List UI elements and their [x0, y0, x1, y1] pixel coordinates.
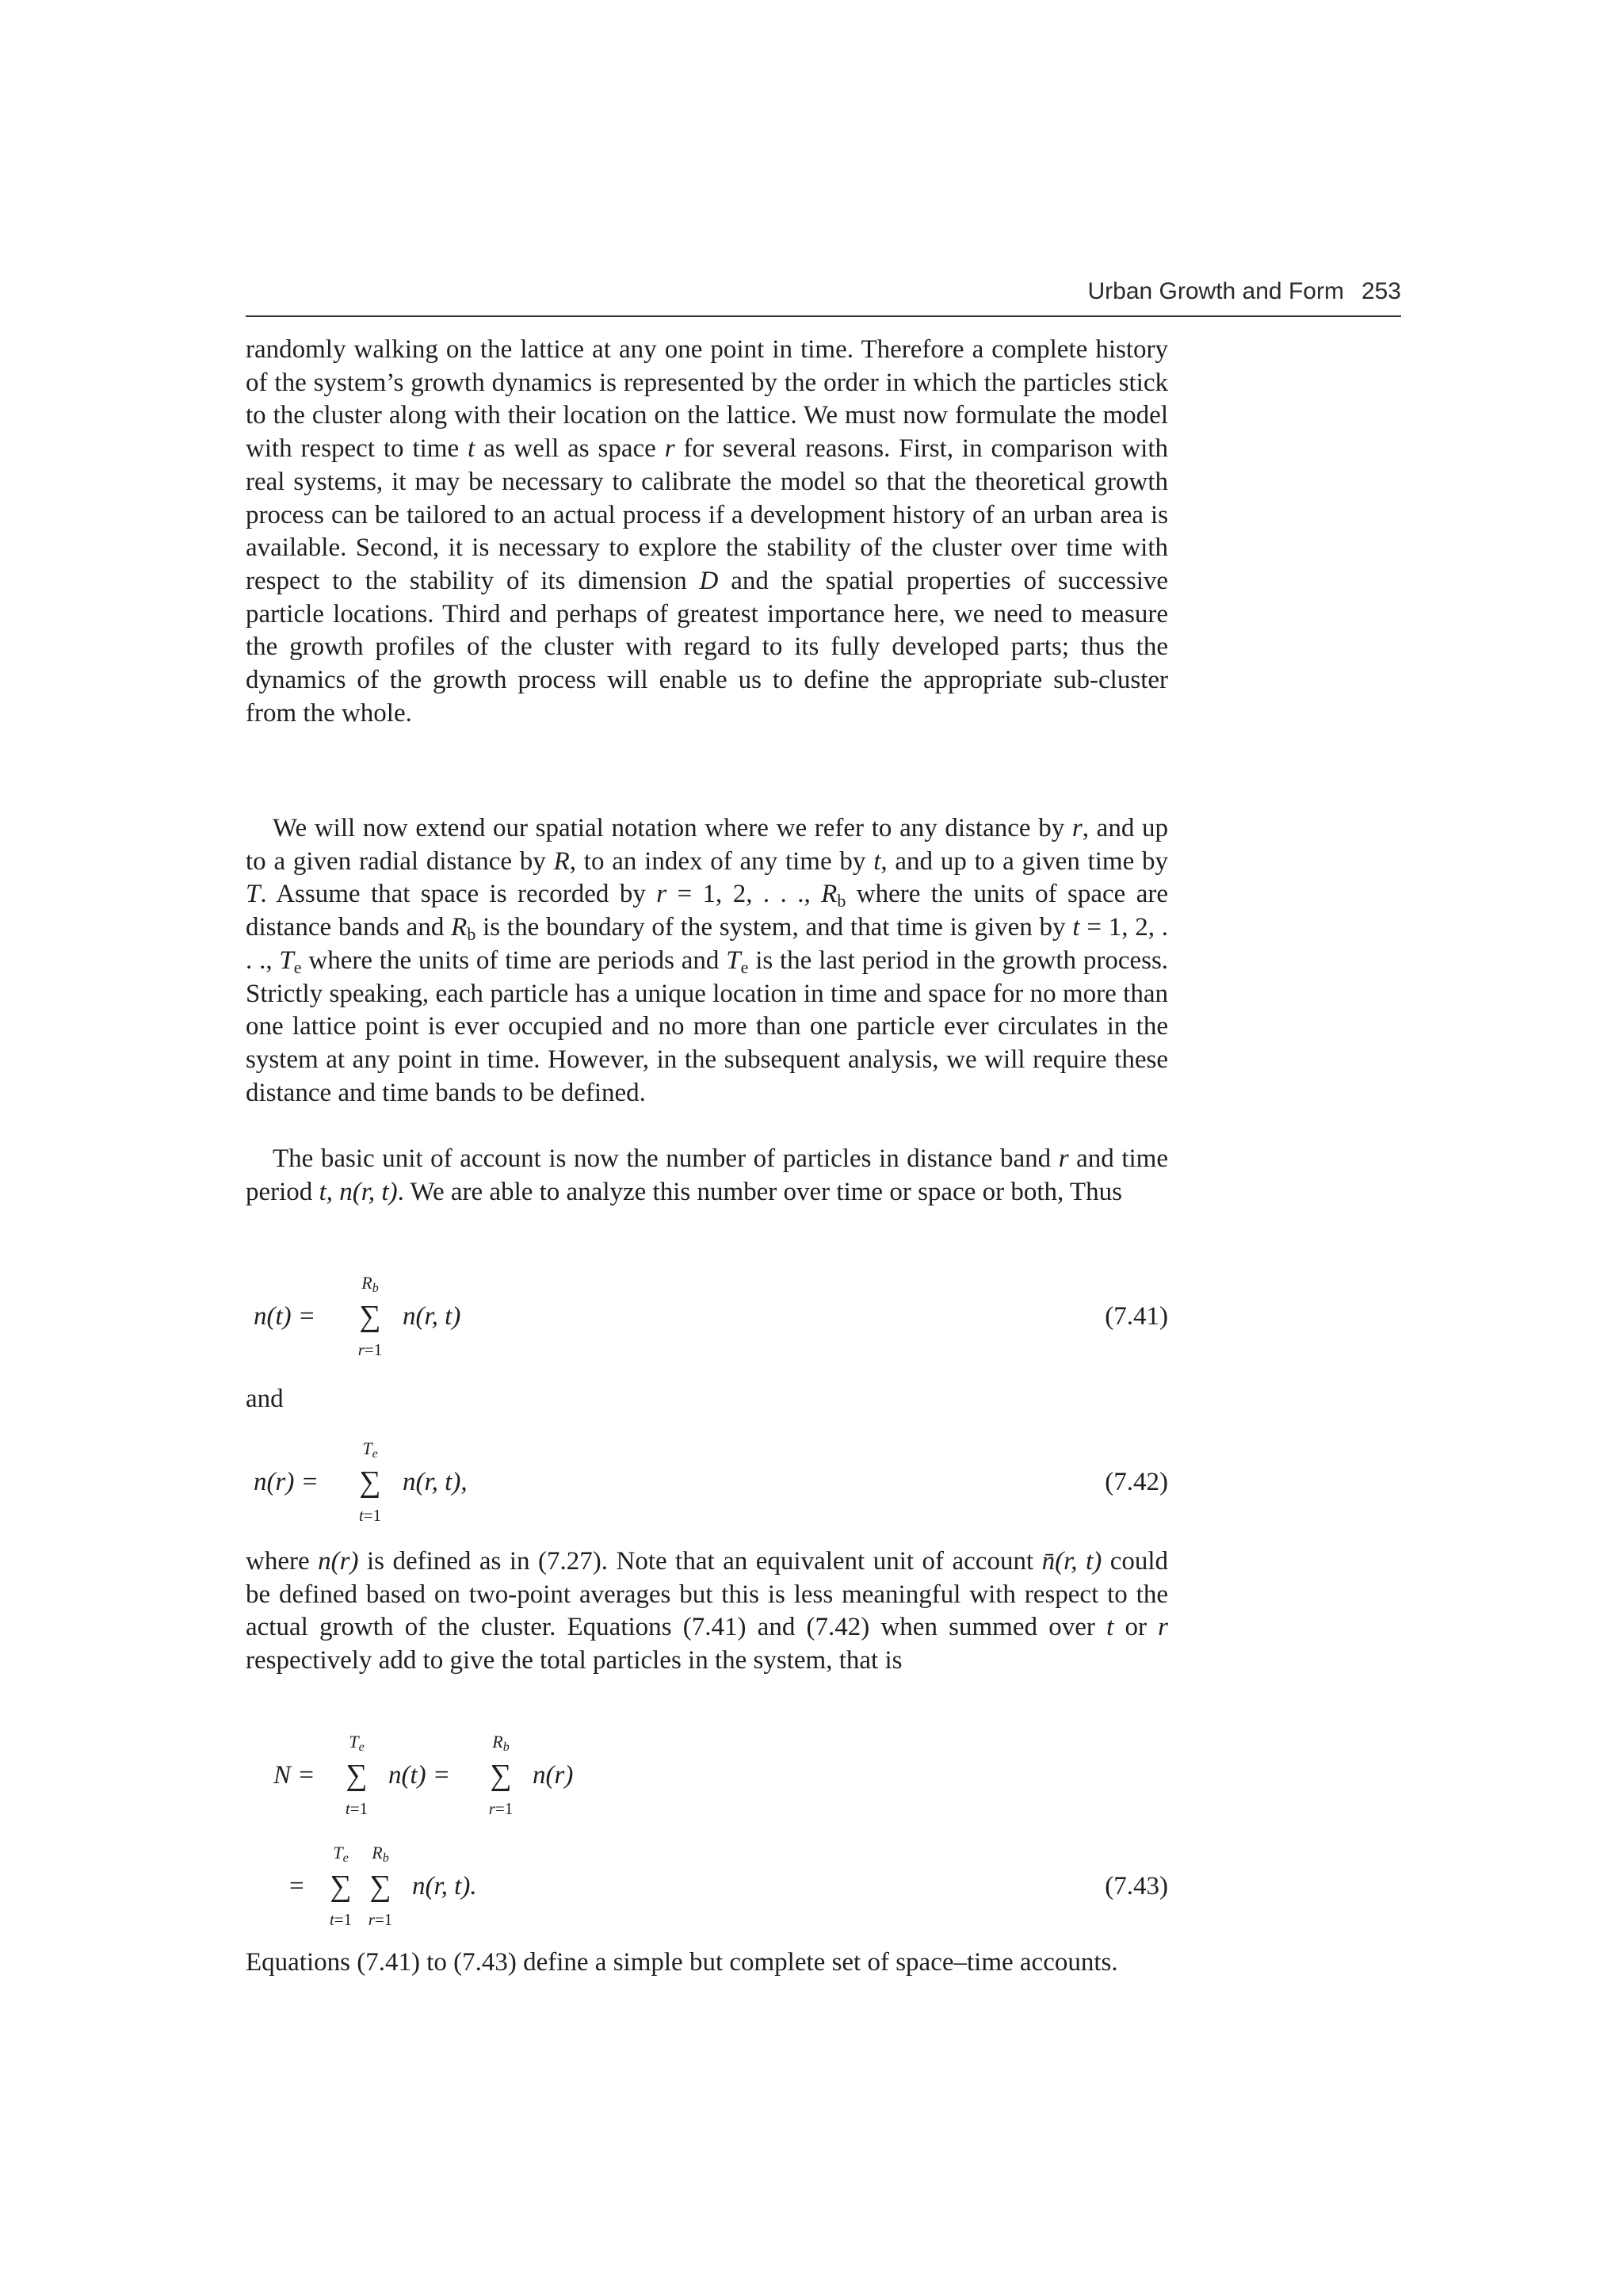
running-header: [246, 276, 1401, 308]
paragraph-4: where n(r) is defined as in (7.27). Note that an equivalent unit of account n̄(r, t) could be defined based on two-point averages but this is less meaningful with respect to the actual growth of the cluster. Equations (7.41) and (7.42) when summed over t or r respectively add to give the total particles in the system, that is: [246, 1547, 1169, 1675]
running-title: Urban Growth and Form: [1087, 278, 1344, 304]
paragraph-5: Equations (7.41) to (7.43) define a simple but complete set of space–time accounts.: [246, 1948, 1118, 1977]
page-number: 253: [1361, 278, 1401, 304]
equation-number-7-43: (7.43): [1105, 1872, 1168, 1901]
equation-number-7-42: (7.42): [1105, 1468, 1168, 1496]
paragraph-1: randomly walking on the lattice at any one point in time. Therefore a complete history of the system’s growth dynamics is represented by the order in which the particles stick to the cluster along with their location on the lattice. We must now formulate the model with respect to time t as well as space r for several reasons. First, in comparison with real systems, it may be necessary to calibrate the model so that the theoretical growth process can be tailored to an actual process if a development history of an urban area is available. Second, it is necessary to explore the stability of the cluster over time with respect to the stability of its dimension D and the spatial properties of successive particle locations. Third and perhaps of greatest importance here, we need to measure the growth profiles of the cluster with regard to its fully developed parts; thus the dynamics of the growth process will enable us to define the appropriate sub-cluster from the whole.: [246, 335, 1169, 728]
header-rule: [246, 315, 1401, 317]
equation-number-7-41: (7.41): [1105, 1302, 1168, 1331]
paragraph-2: We will now extend our spatial notation where we refer to any distance by r, and up to a given radial distance by R, to an index of any time by t, and up to a given time by T. Assume that space is recorded by r = 1, 2, . . ., $R_b$ where the units of space are distance bands and $R_b$ is the boundary of the system, and that time is given by t = 1, 2, . . ., $T_e$ where the units of time are periods and $T_e$ is the last period in the growth process. Strictly speaking, each particle has a unique location in time and space for no more than one lattice point is ever occupied and no more than one particle ever circulates in the system at any point in time. However, in the subsequent analysis, we will require these distance and time bands to be defined.: [246, 814, 1169, 1107]
and-word: and: [246, 1385, 284, 1413]
paragraph-3: The basic unit of account is now the number of particles in distance band r and time period t, n(r, t). We are able to analyze this number over time or space or both, Thus: [246, 1144, 1168, 1206]
